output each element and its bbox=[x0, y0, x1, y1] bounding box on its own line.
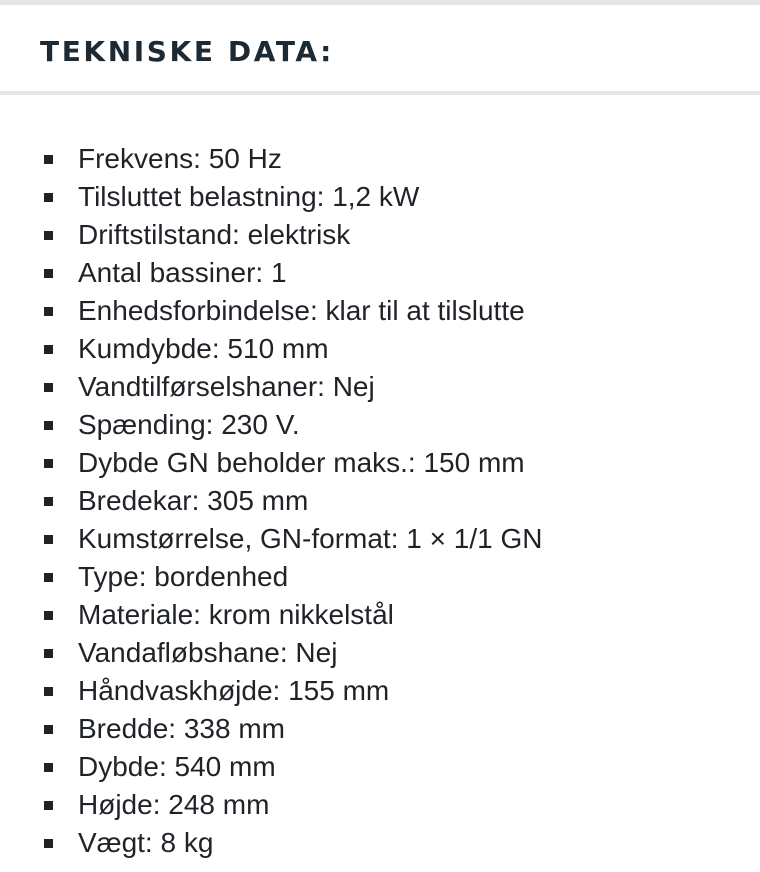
bullet-icon bbox=[44, 155, 53, 164]
spec-text: Enhedsforbindelse: klar til at tilslutte bbox=[78, 295, 525, 326]
spec-text: Dybde GN beholder maks.: 150 mm bbox=[78, 447, 525, 478]
bullet-icon bbox=[44, 459, 53, 468]
spec-text: Bredde: 338 mm bbox=[78, 713, 285, 744]
bullet-icon bbox=[44, 193, 53, 202]
spec-item-dybde-gn-beholder bbox=[0, 444, 760, 482]
spec-item-bredde bbox=[0, 710, 760, 748]
spec-text: Vægt: 8 kg bbox=[78, 827, 214, 858]
spec-item-dybde bbox=[0, 748, 760, 786]
bullet-icon bbox=[44, 421, 53, 430]
spec-item-bredekar bbox=[0, 482, 760, 520]
spec-item-spaending bbox=[0, 406, 760, 444]
spec-item-vandaflobshane bbox=[0, 634, 760, 672]
spec-text: Antal bassiner: 1 bbox=[78, 257, 287, 288]
bullet-icon bbox=[44, 345, 53, 354]
spec-item-enhedsforbindelse bbox=[0, 292, 760, 330]
spec-item-driftstilstand bbox=[0, 216, 760, 254]
spec-text: Kumstørrelse, GN-format: 1 × 1/1 GN bbox=[78, 523, 543, 554]
spec-item-type bbox=[0, 558, 760, 596]
bullet-icon bbox=[44, 383, 53, 392]
spec-item-vaegt bbox=[0, 824, 760, 862]
bullet-icon bbox=[44, 763, 53, 772]
section-title: TEKNISKE DATA: bbox=[40, 35, 334, 68]
spec-item-frekvens bbox=[0, 140, 760, 178]
bullet-icon bbox=[44, 535, 53, 544]
spec-text: Driftstilstand: elektrisk bbox=[78, 219, 351, 250]
spec-item-tilsluttet-belastning bbox=[0, 178, 760, 216]
spec-text: Spænding: 230 V. bbox=[78, 409, 300, 440]
spec-text: Dybde: 540 mm bbox=[78, 751, 276, 782]
spec-item-kumstorrelse bbox=[0, 520, 760, 558]
spec-item-materiale bbox=[0, 596, 760, 634]
spec-text: Type: bordenhed bbox=[78, 561, 289, 592]
bullet-icon bbox=[44, 801, 53, 810]
spec-text: Højde: 248 mm bbox=[78, 789, 270, 820]
spec-text: Frekvens: 50 Hz bbox=[78, 143, 282, 174]
bullet-icon bbox=[44, 231, 53, 240]
spec-text: Tilsluttet belastning: 1,2 kW bbox=[78, 181, 420, 212]
bullet-icon bbox=[44, 611, 53, 620]
spec-item-antal-bassiner bbox=[0, 254, 760, 292]
bullet-icon bbox=[44, 839, 53, 848]
bullet-icon bbox=[44, 269, 53, 278]
bullet-icon bbox=[44, 573, 53, 582]
bullet-icon bbox=[44, 725, 53, 734]
spec-item-vandtilforselshaner bbox=[0, 368, 760, 406]
bullet-icon bbox=[44, 649, 53, 658]
spec-item-handvaskhojde bbox=[0, 672, 760, 710]
spec-text: Vandafløbshane: Nej bbox=[78, 637, 338, 668]
spec-text: Bredekar: 305 mm bbox=[78, 485, 309, 516]
spec-item-kumdybde bbox=[0, 330, 760, 368]
spec-text: Håndvaskhøjde: 155 mm bbox=[78, 675, 390, 706]
bullet-icon bbox=[44, 497, 53, 506]
spec-text: Kumdybde: 510 mm bbox=[78, 333, 329, 364]
spec-text: Materiale: krom nikkelstål bbox=[78, 599, 394, 630]
spec-list bbox=[0, 140, 760, 862]
spec-item-hojde bbox=[0, 786, 760, 824]
bullet-icon bbox=[44, 687, 53, 696]
section-header bbox=[0, 5, 760, 95]
spec-text: Vandtilførselshaner: Nej bbox=[78, 371, 375, 402]
bullet-icon bbox=[44, 307, 53, 316]
